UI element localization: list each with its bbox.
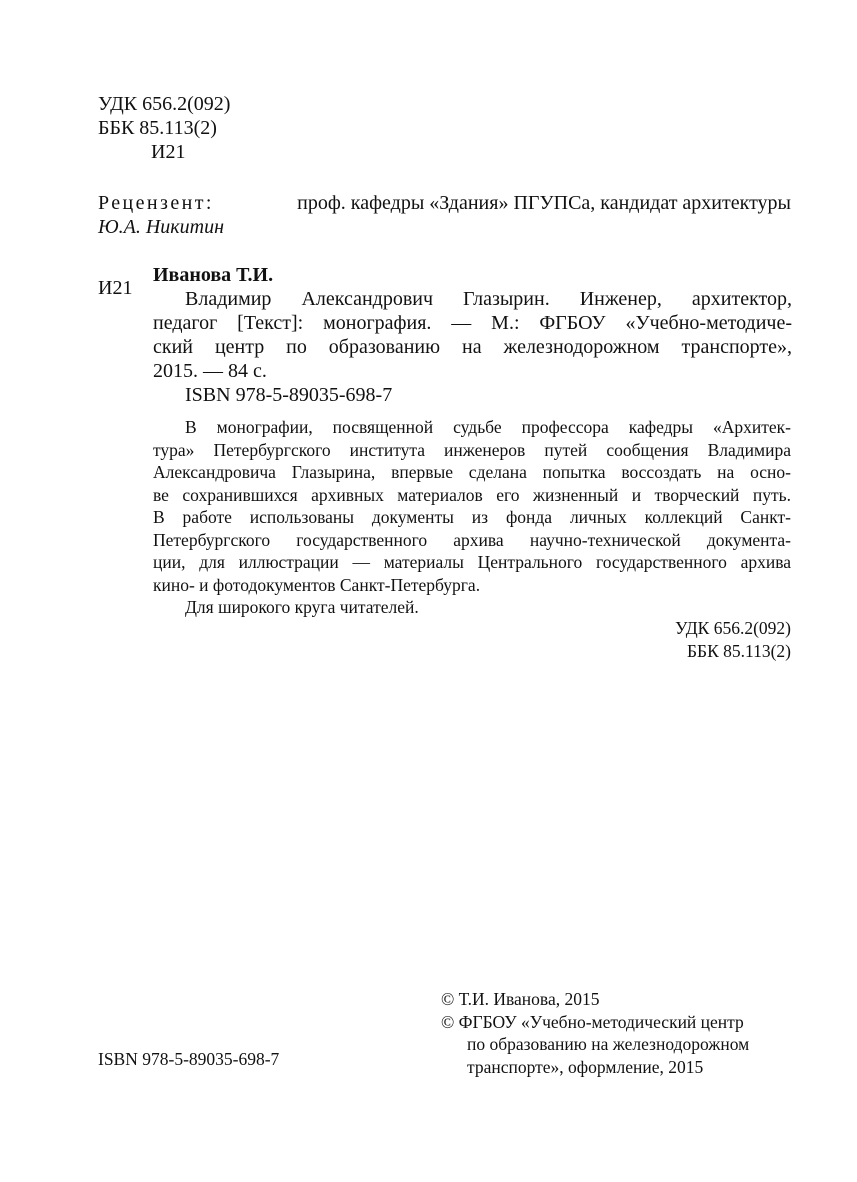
- udk-code: УДК 656.2(092): [98, 93, 231, 115]
- bbk-code: ББК 85.113(2): [98, 117, 217, 139]
- abstract-line: ве сохранившихся архивных материалов его жизненный и творческий путь.: [153, 484, 791, 505]
- abstract-line: Александровича Глазырина, впервые сделана попытка воссоздать на осно-: [153, 462, 791, 482]
- copyright-publisher-cont: транспорте», оформление, 2015: [467, 1056, 704, 1077]
- bibliographic-description: [153, 263, 792, 407]
- udk-code: УДК 656.2(092): [675, 618, 791, 638]
- isbn-line: ISBN 978-5-89035-698-7: [185, 384, 393, 406]
- reviewer-line: [98, 191, 791, 215]
- desc-line: 2015. — 84 с.: [153, 360, 267, 382]
- copyright-author: © Т.И. Иванова, 2015: [441, 989, 600, 1009]
- reviewer-block: [98, 191, 791, 239]
- abstract: [153, 416, 791, 619]
- abstract-line: ции, для иллюстрации — материалы Центрального государственного архива: [153, 552, 791, 572]
- reviewer-name: Ю.А. Никитин: [98, 216, 225, 238]
- reviewer-text: проф. кафедры «Здания» ПГУПСа, кандидат архитектуры: [297, 192, 791, 214]
- abstract-line: тура» Петербургского института инженеров путей сообщения Владимира: [153, 439, 791, 460]
- author-mark: И21: [151, 141, 186, 163]
- reviewer-label: Рецензент:: [98, 192, 214, 214]
- desc-line: Владимир Александрович Глазырин. Инженер, архитектор,: [185, 288, 792, 310]
- bbk-code: ББК 85.113(2): [686, 640, 791, 661]
- abstract-line: В монографии, посвященной судьбе профессора кафедры «Архитек-: [185, 417, 791, 437]
- author-name: Иванова Т.И.: [153, 264, 274, 286]
- copyright-publisher-cont: по образованию на железнодорожном: [467, 1034, 750, 1054]
- audience-line: Для широкого круга читателей.: [185, 597, 419, 617]
- bibliographic-code: И21: [98, 277, 133, 299]
- isbn-bottom: ISBN 978-5-89035-698-7: [98, 1049, 280, 1069]
- desc-line: ский центр по образованию на железнодорожном транспорте»,: [153, 336, 792, 358]
- copyright-publisher: © ФГБОУ «Учебно-методический центр: [441, 1011, 744, 1032]
- copyright-block: [441, 988, 801, 1078]
- abstract-line: В работе использованы документы из фонда личных коллекций Санкт-: [153, 507, 791, 527]
- classification-block: [98, 92, 230, 164]
- classification-right: [675, 617, 791, 662]
- desc-line: педагог [Текст]: монография. — М.: ФГБОУ «Учебно-методиче-: [153, 312, 792, 334]
- abstract-line: Петербургского государственного архива научно-технической документа-: [153, 529, 791, 550]
- abstract-line: кино- и фотодокументов Санкт-Петербурга.: [153, 574, 481, 595]
